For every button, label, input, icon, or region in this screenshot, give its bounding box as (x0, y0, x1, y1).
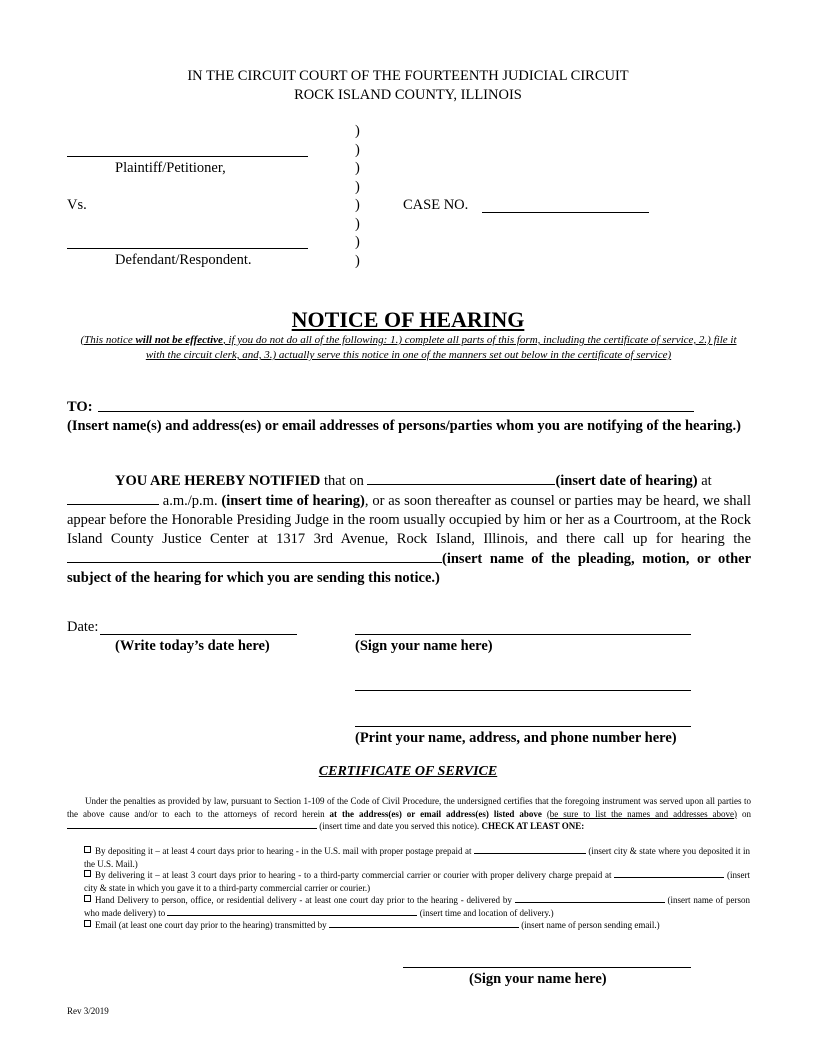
to-section (67, 398, 751, 436)
page-title: NOTICE OF HEARING (291, 307, 525, 332)
hand-delivery-checkbox[interactable] (84, 895, 91, 902)
certificate-sign-hint: (Sign your name here) (469, 971, 607, 987)
notice-lead: YOU ARE HEREBY NOTIFIED (115, 473, 321, 489)
paren-mark: ) (355, 141, 360, 158)
defendant-blank[interactable] (67, 248, 308, 249)
service-date-blank[interactable] (67, 820, 317, 829)
paren-mark: ) (355, 160, 360, 176)
option-text: Hand Delivery to person, office, or residential delivery - at least one court day prior to the hearing - delivered by (95, 895, 515, 905)
date-blank[interactable] (100, 634, 297, 635)
certificate-signature-blank[interactable] (403, 967, 691, 968)
plaintiff-blank[interactable] (67, 156, 308, 157)
option-courier (84, 869, 750, 894)
case-no-blank[interactable] (482, 212, 649, 213)
notice-paragraph (67, 471, 751, 588)
vs-label: Vs. (67, 197, 87, 213)
caption-parentheses (355, 122, 360, 270)
hearing-date-blank[interactable] (367, 471, 555, 485)
time-hint: (insert time of hearing) (221, 493, 365, 509)
notice-text: that on (320, 473, 368, 489)
paren-mark: ) (355, 123, 360, 139)
option-text: By depositing it – at least 4 court days prior to hearing - in the U.S. mail with proper postage prepaid at (95, 846, 474, 856)
option-text: (insert city & state in which you gave it to a third-party commercial carrier or courier.) (84, 870, 750, 893)
to-label: TO: (67, 399, 93, 415)
case-no-label: CASE NO. (403, 197, 469, 213)
to-blank[interactable] (98, 411, 694, 412)
option-text: (insert name of person who made delivery) to (84, 895, 750, 918)
paren-mark: ) (355, 234, 360, 250)
certificate-bold: at the address(es) or email address(es) listed above (329, 808, 542, 819)
option-text: (insert name of person sending email.) (518, 920, 660, 930)
email-checkbox[interactable] (84, 920, 91, 927)
option-text: By delivering it – at least 3 court days prior to hearing - to a third-party commercial carrier or courier with proper delivery charge prepaid at (95, 870, 615, 880)
paren-mark: ) (355, 215, 360, 232)
certificate-intro (67, 795, 751, 833)
mail-city-blank[interactable] (474, 845, 586, 854)
title-note-bold: will not be effective (135, 334, 223, 346)
title-note (70, 333, 747, 363)
email-sender-blank[interactable] (329, 919, 519, 928)
certificate-text: Under the penalties as provided by law, pursuant to Section 1-109 of the Code of Civil Procedure, the undersigned certifies that the foregoing instrument was served upon all parties to the above cause and/or to each to the attorneys of record herein (67, 796, 751, 819)
check-instruction: CHECK AT LEAST ONE: (481, 821, 585, 831)
option-text: Email (at least one court day prior to the hearing) transmitted by (95, 920, 329, 930)
paren-mark: ) (355, 178, 360, 195)
date-hint: (Write today’s date here) (115, 638, 270, 654)
sign-hint: (Sign your name here) (355, 638, 493, 654)
option-email (84, 919, 750, 932)
title-note-text: (This notice (80, 334, 136, 346)
notice-text: , or as soon thereafter as counsel or parties may be heard, we shall appear before the Honorable Presiding Judge in the room usually occupied by him or her as a Courtroom, at the Rock Island County Justice Center at 1317 3rd Avenue, Rock Island, Illinois, and there call up for hearing the (67, 493, 751, 547)
hand-delivery-location-blank[interactable] (167, 907, 417, 916)
revision-label: Rev 3/2019 (67, 1006, 109, 1016)
courier-checkbox[interactable] (84, 870, 91, 877)
option-text: (insert time and location of delivery.) (417, 907, 554, 918)
paren-mark: ) (355, 252, 360, 269)
certificate-text: (insert time and date you served this notice). (317, 821, 482, 831)
print-name-blank-2[interactable] (355, 726, 691, 727)
county-name: ROCK ISLAND COUNTY, ILLINOIS (294, 87, 522, 103)
certificate-text: on (737, 808, 752, 819)
mail-checkbox[interactable] (84, 846, 91, 853)
notice-text: at (697, 473, 712, 489)
date-hint: (insert date of hearing) (555, 473, 698, 489)
plaintiff-label: Plaintiff/Petitioner, (115, 160, 226, 176)
hand-delivery-person-blank[interactable] (515, 894, 665, 903)
paren-mark: ) (355, 197, 360, 213)
print-name-blank-1[interactable] (355, 690, 691, 691)
title-note-text: , if you do not do all of the following: 1.) complete all parts of this form, including the certificate of service, 2.) file it with the circuit clerk, and, 3.) actually serve this notice in one of the manners set out below in the certificate of service) (145, 334, 737, 361)
court-name: IN THE CIRCUIT COURT OF THE FOURTEENTH JUDICIAL CIRCUIT (187, 68, 629, 84)
defendant-label: Defendant/Respondent. (115, 252, 252, 268)
subject-hint: (insert name of the pleading, motion, or other subject of the hearing for which you are sending this notice.) (67, 551, 751, 586)
date-label: Date: (67, 619, 99, 635)
option-hand-delivery (84, 894, 750, 919)
certificate-note: (be sure to list the names and addresses above) (546, 808, 738, 819)
subject-blank[interactable] (67, 549, 442, 563)
option-text: (insert city & state where you deposited it in the U.S. Mail.) (84, 846, 750, 869)
option-mail (84, 845, 750, 870)
signature-blank[interactable] (355, 634, 691, 635)
notice-text: a.m./p.m. (159, 493, 222, 509)
certificate-title: CERTIFICATE OF SERVICE (318, 764, 498, 779)
print-hint: (Print your name, address, and phone number here) (355, 730, 677, 746)
courier-city-blank[interactable] (614, 869, 724, 878)
to-instruction: (Insert name(s) and address(es) or email addresses of persons/parties whom you are notifying of the hearing.) (67, 418, 741, 434)
hearing-time-blank[interactable] (67, 491, 159, 505)
